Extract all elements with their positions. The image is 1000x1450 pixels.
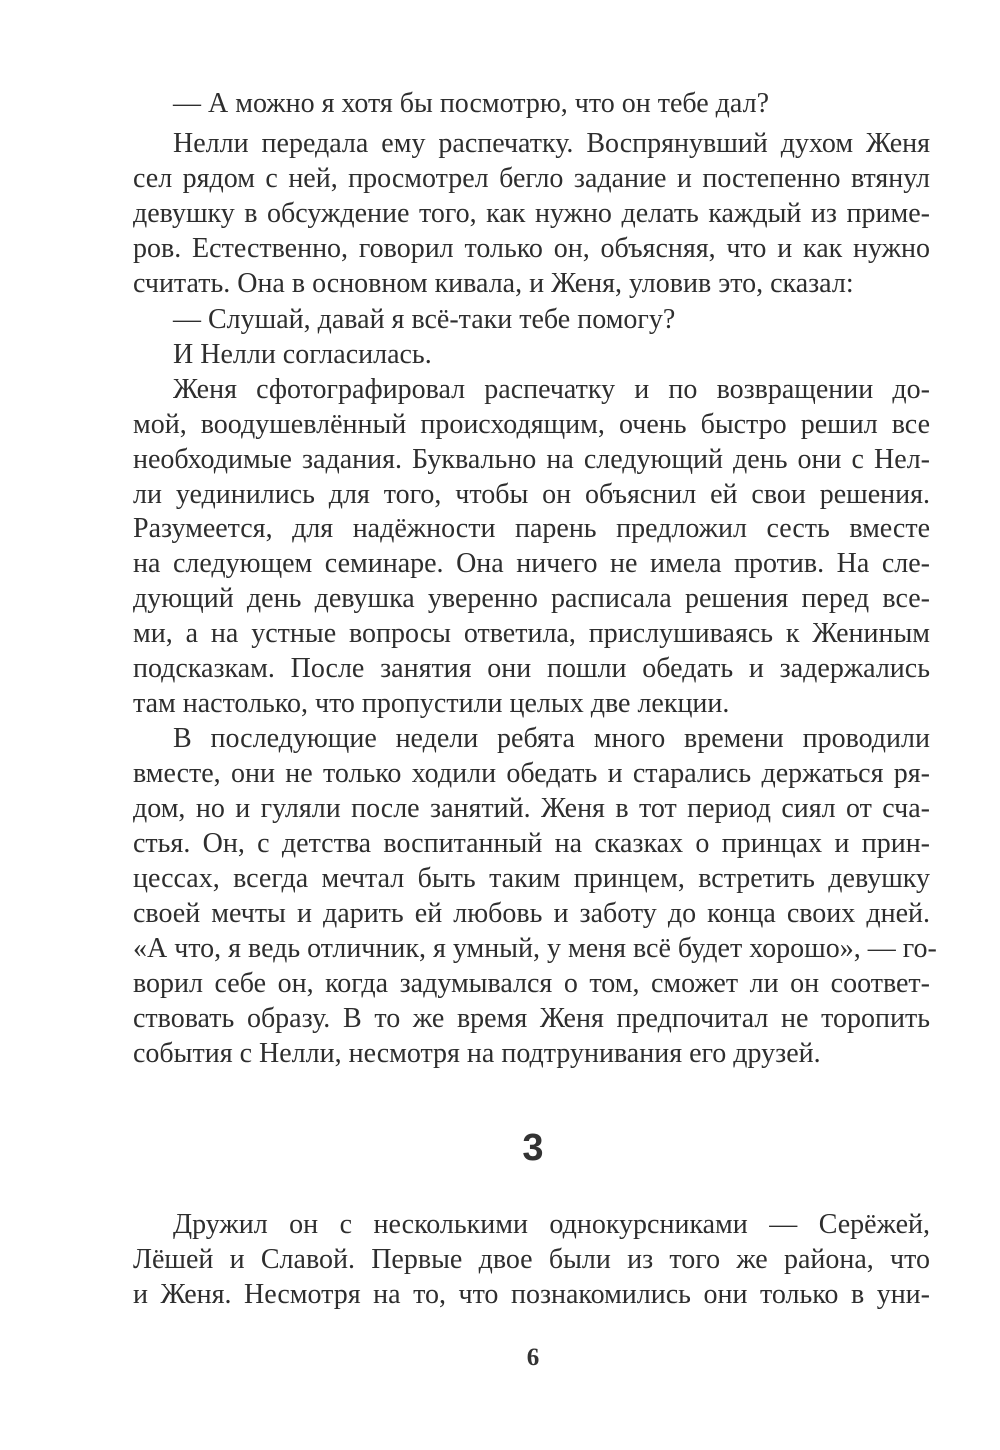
text-line: ми, а на устные вопросы ответила, прислушиваясь к Жениным — [133, 618, 930, 649]
text-line: Разумеется, для надёжности парень предложил сесть вместе — [133, 513, 930, 544]
text-line: Нелли передала ему распечатку. Воспрянувший духом Женя — [173, 128, 930, 159]
text-line: ров. Естественно, говорил только он, объясняя, что и как нужно — [133, 233, 930, 264]
text-line: своей мечты и дарить ей любовь и заботу до конца своих дней. — [133, 898, 930, 929]
text-line: Лёшей и Славой. Первые двое были из того же района, что — [133, 1244, 930, 1275]
text-line: — Слушай, давай я всё-таки тебе помогу? — [173, 304, 676, 335]
text-line: — А можно я хотя бы посмотрю, что он тебе дал? — [173, 88, 769, 119]
text-line: там настолько, что пропустили целых две лекции. — [133, 688, 730, 719]
text-line: считать. Она в основном кивала, и Женя, уловив это, сказал: — [133, 268, 854, 299]
text-line: цессах, всегда мечтал быть таким принцем, встретить девушку — [133, 863, 930, 894]
text-line: дом, но и гуляли после занятий. Женя в тот период сиял от сча- — [133, 793, 930, 824]
text-line: дующий день девушка уверенно расписала решения перед все- — [133, 583, 930, 614]
page-number: 6 — [526, 1344, 540, 1371]
text-line: события с Нелли, несмотря на подтрунивания его друзей. — [133, 1038, 821, 1069]
text-line: мой, воодушевлённый происходящим, очень быстро решил все — [133, 409, 930, 440]
text-line: подсказкам. После занятия они пошли обедать и задержались — [133, 653, 930, 684]
text-line: на следующем семинаре. Она ничего не имела против. На сле- — [133, 548, 930, 579]
text-line: девушку в обсуждение того, как нужно делать каждый из приме- — [133, 198, 930, 229]
text-line: и Женя. Несмотря на то, что познакомились они только в уни- — [133, 1279, 930, 1310]
text-line: ворил себе он, когда задумывался о том, сможет ли он соответ- — [133, 968, 930, 999]
chapter-heading: 3 — [522, 1127, 544, 1169]
text-line: В последующие недели ребята много времени проводили — [173, 723, 930, 754]
text-line: ли уединились для того, чтобы он объяснил ей свои решения. — [133, 479, 930, 510]
text-line: И Нелли согласилась. — [173, 339, 432, 370]
text-line: стья. Он, с детства воспитанный на сказках о принцах и прин- — [133, 828, 930, 859]
text-line: необходимые задания. Буквально на следующий день они с Нел- — [133, 444, 930, 475]
text-line: Женя сфотографировал распечатку и по возвращении до- — [173, 374, 930, 405]
text-line: «А что, я ведь отличник, я умный, у меня всё будет хорошо», — го- — [133, 933, 937, 964]
text-line: Дружил он с несколькими однокурсниками — Серёжей, — [173, 1209, 930, 1240]
text-line: сел рядом с ней, просмотрел бегло задание и постепенно втянул — [133, 163, 930, 194]
text-line: ствовать образу. В то же время Женя предпочитал не торопить — [133, 1003, 930, 1034]
text-line: вместе, они не только ходили обедать и старались держаться ря- — [133, 758, 930, 789]
